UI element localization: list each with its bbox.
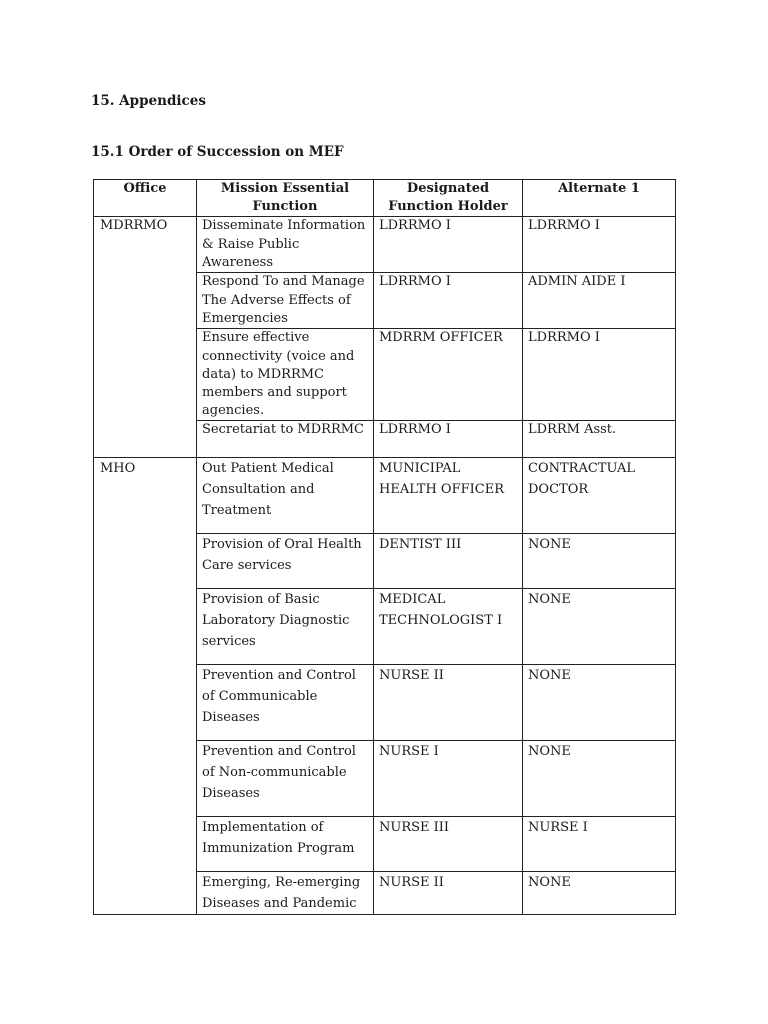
succession-table <box>93 179 676 915</box>
holder-cell: LDRRMO I <box>374 217 523 273</box>
holder-cell: LDRRMO I <box>374 421 523 458</box>
alternate-cell: LDRRM Asst. <box>523 421 676 458</box>
function-cell: Prevention and Control of Non-communicable Diseases <box>197 741 374 817</box>
alternate-cell: NONE <box>523 872 676 915</box>
table-row <box>94 458 676 534</box>
holder-cell: NURSE I <box>374 741 523 817</box>
holder-cell: NURSE II <box>374 665 523 741</box>
alternate-cell: ADMIN AIDE I <box>523 273 676 329</box>
function-cell: Out Patient Medical Consultation and Treatment <box>197 458 374 534</box>
function-cell: Implementation of Immunization Program <box>197 817 374 872</box>
alternate-cell: NONE <box>523 741 676 817</box>
alternate-cell: NURSE I <box>523 817 676 872</box>
function-cell: Provision of Oral Health Care services <box>197 534 374 589</box>
function-cell: Respond To and Manage The Adverse Effects of Emergencies <box>197 273 374 329</box>
alternate-cell: NONE <box>523 665 676 741</box>
holder-cell: DENTIST III <box>374 534 523 589</box>
alternate-cell: LDRRMO I <box>523 217 676 273</box>
section-title: 15. Appendices <box>91 93 206 109</box>
table-row <box>94 217 676 273</box>
function-cell: Emerging, Re-emerging Diseases and Pandemic <box>197 872 374 915</box>
holder-cell: LDRRMO I <box>374 273 523 329</box>
alternate-cell: CONTRACTUAL DOCTOR <box>523 458 676 534</box>
function-cell: Prevention and Control of Communicable Diseases <box>197 665 374 741</box>
holder-cell: MEDICAL TECHNOLOGIST I <box>374 589 523 665</box>
subsection-title: 15.1 Order of Succession on MEF <box>91 144 344 160</box>
office-cell: MHO <box>94 458 197 915</box>
office-cell: MDRRMO <box>94 217 197 458</box>
holder-cell: NURSE II <box>374 872 523 915</box>
holder-cell: NURSE III <box>374 817 523 872</box>
alternate-cell: NONE <box>523 589 676 665</box>
header-designated-function-holder: Designated Function Holder <box>374 180 523 217</box>
alternate-cell: LDRRMO I <box>523 329 676 421</box>
header-mission-essential-function: Mission Essential Function <box>197 180 374 217</box>
table-header-row <box>94 180 676 217</box>
holder-cell: MUNICIPAL HEALTH OFFICER <box>374 458 523 534</box>
header-alternate-1: Alternate 1 <box>523 180 676 217</box>
function-cell: Ensure effective connectivity (voice and data) to MDRRMC members and support agencies. <box>197 329 374 421</box>
function-cell: Disseminate Information & Raise Public Awareness <box>197 217 374 273</box>
header-office: Office <box>94 180 197 217</box>
holder-cell: MDRRM OFFICER <box>374 329 523 421</box>
alternate-cell: NONE <box>523 534 676 589</box>
function-cell: Provision of Basic Laboratory Diagnostic services <box>197 589 374 665</box>
function-cell: Secretariat to MDRRMC <box>197 421 374 458</box>
